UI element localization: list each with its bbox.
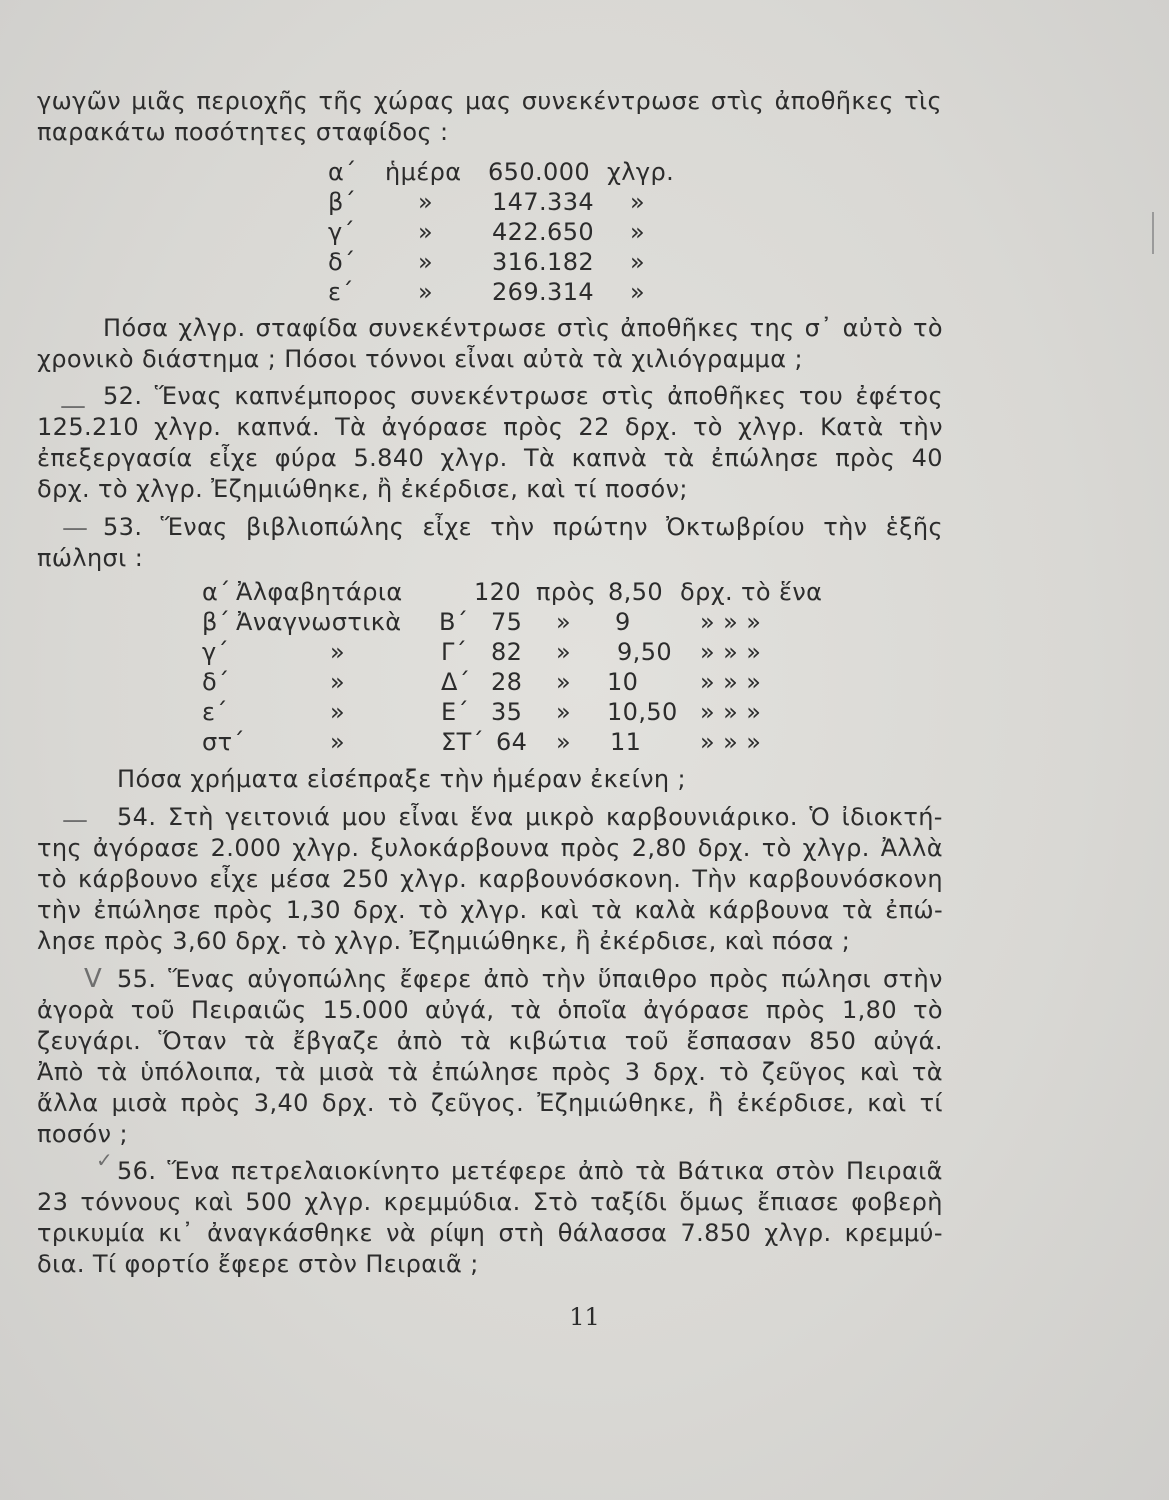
p54-line-2: της ἀγόρασε 2.000 χλγρ. ξυλοκάρβουνα πρὸς 2,80 δρχ. τὸ χλγρ. Ἀλλὰ xyxy=(37,834,943,862)
p54-line-3: τὸ κάρβουνο εἶχε μέσα 250 χλγρ. καρβουνόσκονη. Τὴν καρβουνόσκονη xyxy=(37,865,943,893)
p54-line-4: τὴν ἐπώλησε πρὸς 1,30 δρχ. τὸ χλγρ. καὶ τὰ καλὰ κάρβουνα τὰ ἐπώ- xyxy=(37,896,943,924)
p52-line-2: 125.210 χλγρ. καπνά. Τὰ ἀγόρασε πρὸς 22 δρχ. τὸ χλγρ. Κατὰ τὴν xyxy=(37,413,943,441)
p54-line-1: 54. Στὴ γειτονιά μου εἶναι ἕνα μικρὸ καρβουνιάρικο. Ὁ ἰδιοκτή- xyxy=(117,803,943,831)
pencil-dash-mark-53: — xyxy=(62,513,89,543)
p56-line-3: τρικυμία κι᾽ ἀναγκάσθηκε νὰ ρίψη στὴ θάλασσα 7.850 χλγρ. κρεμμύ- xyxy=(37,1219,943,1247)
p52-line-4: δρχ. τὸ χλγρ. Ἐζημιώθηκε, ἢ ἐκέρδισε, καὶ τί ποσόν; xyxy=(37,475,688,503)
p55-line-6: ποσόν ; xyxy=(37,1120,128,1148)
p55-line-5: ἄλλα μισὰ πρὸς 3,40 δρχ. τὸ ζεῦγος. Ἐζημιώθηκε, ἢ ἐκέρδισε, καὶ τί xyxy=(37,1089,943,1117)
q51-line-1: Πόσα χλγρ. σταφίδα συνεκέντρωσε στὶς ἀποθῆκες της σ᾽ αὐτὸ τὸ xyxy=(103,314,943,342)
p55-line-1: 55. Ἕνας αὐγοπώλης ἔφερε ἀπὸ τὴν ὕπαιθρο πρὸς πώλησι στὴν xyxy=(117,965,943,993)
intro-line-1: γωγῶν μιᾶς περιοχῆς τῆς χώρας μας συνεκέντρωσε στὶς ἀποθῆκες τὶς xyxy=(37,87,942,115)
p56-line-2: 23 τόννους καὶ 500 χλγρ. κρεμμύδια. Στὸ ταξίδι ὅμως ἔπιασε φοβερὴ xyxy=(37,1188,943,1216)
intro-line-2: παρακάτω ποσότητες σταφίδος : xyxy=(37,118,449,146)
page-number: 11 xyxy=(569,1303,600,1331)
page-edge-mark xyxy=(1152,212,1157,254)
p53-line-1: 53. Ἕνας βιβλιοπώλης εἶχε τὴν πρώτην Ὀκτωβρίου τὴν ἑξῆς xyxy=(103,513,943,541)
p55-line-2: ἀγορὰ τοῦ Πειραιῶς 15.000 αὐγά, τὰ ὁποῖα ἀγόρασε πρὸς 1,80 τὸ xyxy=(37,996,943,1024)
pencil-dash-mark-52: — xyxy=(60,391,87,421)
p56-line-4: δια. Τί φορτίο ἔφερε στὸν Πειραιᾶ ; xyxy=(37,1250,479,1278)
pencil-dash-mark-54: — xyxy=(62,805,89,835)
p52-line-1: 52. Ἕνας καπνέμπορος συνεκέντρωσε στὶς ἀποθῆκες του ἐφέτος xyxy=(103,382,943,410)
p55-line-4: Ἀπὸ τὰ ὑπόλοιπα, τὰ μισὰ τὰ ἐπώλησε πρὸς 3 δρχ. τὸ ζεῦγος καὶ τὰ xyxy=(37,1058,943,1086)
p56-line-1: 56. Ἕνα πετρελαιοκίνητο μετέφερε ἀπὸ τὰ Βάτικα στὸν Πειραιᾶ xyxy=(117,1157,943,1185)
q51-line-2: χρονικὸ διάστημα ; Πόσοι τόννοι εἶναι αὐτὰ τὰ χιλιόγραμμα ; xyxy=(37,345,803,373)
q53-line: Πόσα χρήματα εἰσέπραξε τὴν ἡμέραν ἐκείνη ; xyxy=(117,765,687,793)
p52-line-3: ἐπεξεργασία εἶχε φύρα 5.840 χλγρ. Τὰ καπνὰ τὰ ἐπώλησε πρὸς 40 xyxy=(37,444,943,472)
pencil-check-mark-56: ✓ xyxy=(96,1148,114,1172)
p54-line-5: λησε πρὸς 3,60 δρχ. τὸ χλγρ. Ἐζημιώθηκε, ἢ ἐκέρδισε, καὶ πόσα ; xyxy=(37,927,851,955)
p55-line-3: ζευγάρι. Ὅταν τὰ ἔβγαζε ἀπὸ τὰ κιβώτια τοῦ ἔσπασαν 850 αὐγά. xyxy=(37,1027,943,1055)
scanned-page: γωγῶν μιᾶς περιοχῆς τῆς χώρας μας συνεκέντρωσε στὶς ἀποθῆκες τὶς παρακάτω ποσότητες σταφίδος : α΄ ἡμέρα 650.000 χλγρ. β΄ » 147.334 » γ΄ » 422.650 » δ΄ » 316.182 » ε΄ » 269.314 » Πόσα χλγρ. σταφίδα συνεκέντρωσε στὶς ἀποθῆκες της σ᾽ αὐτὸ τὸ χρονικὸ διάστημα ; Πόσοι τόννοι εἶναι αὐτὰ τὰ χιλιόγραμμα ; — 52. Ἕνας καπνέμπορος συνεκέντρωσε στὶς ἀποθῆκες του ἐφέτος 125.210 χλγρ. καπνά. Τὰ ἀγόρασε πρὸς 22 δρχ. τὸ χλγρ. Κατὰ τὴν ἐπεξεργασία εἶχε φύρα 5.840 χλγρ. Τὰ καπνὰ τὰ ἐπώλησε πρὸς 40 δρχ. τὸ χλγρ. Ἐζημιώθηκε, ἢ ἐκέρδισε, καὶ τί ποσόν; — 53. Ἕνας βιβλιοπώλης εἶχε τὴν πρώτην Ὀκτωβρίου τὴν ἑξῆς πώλησι : α΄ Ἀλφαβητάρια 120 πρὸς 8,50 δρχ. τὸ ἕνα β΄ Ἀναγνωστικὰ Β΄ 75 » 9 » » » γ΄ » Γ΄ 82 » 9,50 » » » δ΄ » Δ΄ 28 » 10 » » » ε΄ » Ε΄ 35 » 10,50 » » » στ΄ » ΣΤ΄ 64 » 11 » » » Πόσα χρήματα εἰσέπραξε τὴν ἡμέραν ἐκείνη ; — 54. Στὴ γειτονιά μου εἶναι ἕνα μικρὸ καρβουνιάρικο. Ὁ ἰδιοκτή- της ἀγόρασε 2.000 χλγρ. ξυλοκάρβουνα πρὸς 2,80 δρχ. τὸ χλγρ. Ἀλλὰ τὸ κάρβουνο εἶχε μέσα 250 χλγρ. καρβουνόσκονη. Τὴν καρβουνόσκονη τὴν ἐπώλησε πρὸς 1,30 δρχ. τὸ χλγρ. καὶ τὰ καλὰ κάρβουνα τὰ ἐπώ- λησε πρὸς 3,60 δρχ. τὸ χλγρ. Ἐζημιώθηκε, ἢ ἐκέρδισε, καὶ πόσα ; V 55. Ἕνας αὐγοπώλης ἔφερε ἀπὸ τὴν ὕπαιθρο πρὸς πώλησι στὴν ἀγορὰ τοῦ Πειραιῶς 15.000 αὐγά, τὰ ὁποῖα ἀγόρασε πρὸς 1,80 τὸ ζευγάρι. Ὅταν τὰ ἔβγαζε ἀπὸ τὰ κιβώτια τοῦ ἔσπασαν 850 αὐγά. Ἀπὸ τὰ ὑπόλοιπα, τὰ μισὰ τὰ ἐπώλησε πρὸς 3 δρχ. τὸ ζεῦγος καὶ τὰ ἄλλα μισὰ πρὸς 3,40 δρχ. τὸ ζεῦγος. Ἐζημιώθηκε, ἢ ἐκέρδισε, καὶ τί ποσόν ; ✓ 56. Ἕνα πετρελαιοκίνητο μετέφερε ἀπὸ τὰ Βάτικα στὸν Πειραιᾶ 23 τόννους καὶ 500 χλγρ. κρεμμύδια. Στὸ ταξίδι ὅμως ἔπιασε φοβερὴ τρικυμία κι᾽ ἀναγκάσθηκε νὰ ρίψη στὴ θάλασσα 7.850 χλγρ. κρεμμύ- δια. Τί φορτίο ἔφερε στὸν Πειραιᾶ ; 11 xyxy=(0,0,1169,1500)
pencil-check-mark-55: V xyxy=(84,964,103,994)
p53-line-2: πώλησι : xyxy=(37,544,144,572)
